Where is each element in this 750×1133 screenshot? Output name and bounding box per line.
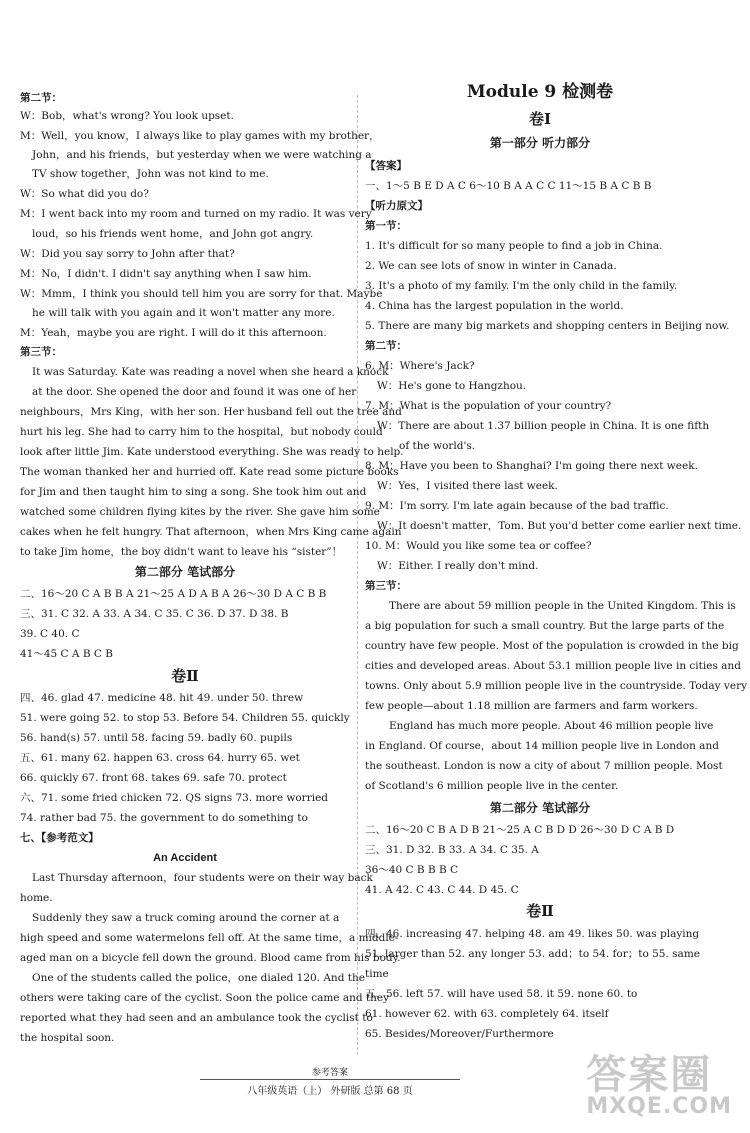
passage-line: for Jim and then taught him to sing a song. She took him out and: [20, 486, 367, 498]
dialogue-line: he will talk with you again and it won't matter any more.: [32, 307, 335, 319]
answer-line: 四、46. glad 47. medicine 48. hit 49. under 50. threw: [20, 692, 304, 704]
section-heading: 第三节：: [20, 346, 62, 358]
dialogue-line: W：Bob，what's wrong? You look upset.: [20, 110, 234, 122]
answer-line: 74. rather bad 75. the government to do something to: [20, 812, 308, 824]
script-line: 5. There are many big markets and shopping centers in Beijing now.: [365, 320, 730, 332]
passage-line: watched some children flying kites by the river. She gave him some: [20, 506, 380, 518]
passage-line: of Scotland's 6 million people live in the center.: [365, 780, 619, 792]
volume-heading: 卷Ⅰ: [528, 110, 552, 128]
answer-line: 65. Besides/Moreover/Furthermore: [365, 1028, 554, 1040]
dialogue-line: 6. M：Where's Jack?: [365, 360, 475, 372]
script-line: 3. It's a photo of my family. I'm the only child in the family.: [365, 280, 678, 292]
dialogue-line: W：It doesn't matter，Tom. But you'd better come earlier next time.: [377, 520, 742, 532]
answer-line: time: [365, 968, 389, 980]
dialogue-line: John，and his friends，but yesterday when we were watching a: [32, 149, 372, 161]
essay-line: Suddenly they saw a truck coming around the corner at a: [32, 912, 340, 924]
dialogue-line: M：Well，you know，I always like to play games with my brother，: [20, 130, 380, 142]
section-heading: 第一节：: [365, 220, 407, 232]
dialogue-line: W：Yes，I visited there last week.: [377, 480, 558, 492]
section-heading: 第三节：: [365, 580, 407, 592]
answer-line: 二、16～20 C A B B A 21～25 A D A B A 26～30 D A C B B: [20, 588, 327, 600]
passage-line: cakes when he felt hungry. That afternoon，when Mrs King came again: [20, 526, 402, 538]
essay-line: the hospital soon.: [20, 1032, 115, 1044]
essay-line: high speed and some watermelons fell off. At the same time，a middle-: [20, 932, 399, 944]
script-line: 4. China has the largest population in the world.: [365, 300, 624, 312]
answer-heading: 【答案】: [365, 160, 407, 172]
watermark-top: 答案圈: [586, 1052, 713, 1098]
passage-line: The woman thanked her and hurried off. Kate read some picture books: [20, 466, 399, 478]
passage-line: to take Jim home，the boy didn't want to leave his “sister”！: [20, 546, 343, 558]
answer-line: 七、【参考范文】: [20, 832, 99, 844]
answer-line: 66. quickly 67. front 68. takes 69. safe 70. protect: [20, 772, 287, 784]
passage-line: at the door. She opened the door and found it was one of her: [32, 386, 357, 398]
answer-line: 61. however 62. with 63. completely 64. itself: [365, 1008, 609, 1020]
passage-line: towns. Only about 5.9 million people live in the countryside. Today very: [365, 680, 748, 692]
dialogue-line: M：No，I didn't. I didn't say anything when I saw him.: [20, 268, 312, 280]
footer-page-info: 八年级英语（上） 外研版 总第 68 页: [247, 1086, 413, 1097]
passage-line: in England. Of course，about 14 million people live in London and: [365, 740, 719, 752]
dialogue-line: W：Mmm，I think you should tell him you are sorry for that. Maybe: [20, 288, 383, 300]
section-heading: 第二节：: [365, 340, 407, 352]
dialogue-line: M：I went back into my room and turned on my radio. It was very: [20, 208, 372, 220]
dialogue-line: M：Yeah，maybe you are right. I will do it this afternoon.: [20, 327, 327, 339]
answer-line: 五、61. many 62. happen 63. cross 64. hurry 65. wet: [20, 752, 300, 764]
passage-line: hurt his leg. She had to carry him to the hospital，but nobody could: [20, 426, 383, 438]
passage-line: country have few people. Most of the population is crowded in the big: [365, 640, 739, 652]
script-line: 2. We can see lots of snow in winter in Canada.: [365, 260, 617, 272]
answer-line: 56. hand(s) 57. until 58. facing 59. badly 60. pupils: [20, 732, 293, 744]
dialogue-line: TV show together，John was not kind to me.: [32, 168, 269, 180]
watermark-logo: [586, 1043, 732, 1119]
essay-line: others were taking care of the cyclist. Soon the police came and they: [20, 992, 390, 1004]
dialogue-line: loud，so his friends went home，and John got angry.: [32, 228, 314, 240]
dialogue-line: 8. M：Have you been to Shanghai? I'm going there next week.: [365, 460, 698, 472]
passage-line: There are about 59 million people in the United Kingdom. This is: [389, 600, 736, 612]
passage-line: the southeast. London is now a city of about 7 million people. Most: [365, 760, 723, 772]
dialogue-line: W：So what did you do?: [20, 188, 149, 200]
part-heading: 第一部分 听力部分: [489, 136, 591, 150]
answer-line: 二、16～20 C B A D B 21～25 A C B D D 26～30 D C A B D: [365, 824, 675, 836]
part-heading: 第二部分 笔试部分: [489, 801, 591, 815]
script-line: 1. It's difficult for so many people to find a job in China.: [365, 240, 663, 252]
essay-line: aged man on a bicycle fell down the ground. Blood came from his body.: [20, 952, 401, 964]
essay-line: reported what they had seen and an ambulance took the cyclist to: [20, 1012, 373, 1024]
script-heading: 【听力原文】: [365, 200, 428, 212]
answer-line: 41～45 C A B C B: [20, 648, 113, 660]
dialogue-line: 10. M：Would you like some tea or coffee?: [365, 540, 592, 552]
essay-title: An Accident: [153, 852, 217, 864]
answer-line: 三、31. D 32. B 33. A 34. C 35. A: [365, 844, 539, 856]
essay-line: Last Thursday afternoon，four students were on their way back: [32, 872, 373, 884]
answer-line: 36～40 C B B B C: [365, 864, 459, 876]
footer-title: 参考答案: [311, 1068, 348, 1078]
passage-line: few people—about 1.18 million are farmers and farm workers.: [365, 700, 698, 712]
answer-line: 51. were going 52. to stop 53. Before 54. Children 55. quickly: [20, 712, 350, 724]
watermark-bottom: MXQE.COM: [586, 1094, 732, 1119]
answer-line: 51. larger than 52. any longer 53. add；to 54. for；to 55. same: [365, 948, 700, 960]
passage-line: cities and developed areas. About 53.1 million people live in cities and: [365, 660, 741, 672]
answer-line: 五、56. left 57. will have used 58. it 59. none 60. to: [365, 988, 638, 1000]
passage-line: England has much more people. About 46 million people live: [389, 720, 714, 732]
page-footer: [200, 1065, 550, 1097]
answer-line: 四、46. increasing 47. helping 48. am 49. likes 50. was playing: [365, 928, 700, 940]
dialogue-line: W：Either. I really don't mind.: [377, 560, 539, 572]
passage-line: It was Saturday. Kate was reading a novel when she heard a knock: [32, 366, 389, 378]
section-heading: 第二节：: [20, 92, 62, 104]
passage-line: a big population for such a small country. But the large parts of the: [365, 620, 725, 632]
passage-line: neighbours，Mrs King，with her son. Her husband fell out the tree and: [20, 406, 402, 418]
essay-line: home.: [20, 892, 53, 904]
answer-line: 41. A 42. C 43. C 44. D 45. C: [365, 884, 519, 896]
passage-line: look after little Jim. Kate understood everything. She was ready to help.: [20, 446, 404, 458]
answer-line: 一、1～5 B E D A C 6～10 B A A C C 11～15 B A C B B: [365, 180, 652, 192]
answer-line: 三、31. C 32. A 33. A 34. C 35. C 36. D 37. D 38. B: [20, 608, 289, 620]
dialogue-line: 9. M：I'm sorry. I'm late again because of the bad traffic.: [365, 500, 669, 512]
volume-heading: 卷Ⅱ: [526, 902, 554, 920]
dialogue-line: W：He's gone to Hangzhou.: [377, 380, 527, 392]
dialogue-line: W：There are about 1.37 billion people in China. It is one fifth: [377, 420, 710, 432]
dialogue-line: of the world's.: [399, 440, 476, 452]
part-heading: 第二部分 笔试部分: [134, 565, 236, 579]
column-divider: [357, 95, 358, 1055]
volume-heading: 卷Ⅱ: [171, 667, 199, 685]
footer-rule: [200, 1079, 460, 1080]
answer-line: 39. C 40. C: [20, 628, 80, 640]
dialogue-line: W：Did you say sorry to John after that?: [20, 248, 235, 260]
dialogue-line: 7. M：What is the population of your country?: [365, 400, 612, 412]
answer-line: 六、71. some fried chicken 72. QS signs 73. more worried: [20, 792, 329, 804]
essay-line: One of the students called the police，one dialed 120. And the: [32, 972, 365, 984]
module-title: Module 9 检测卷: [466, 82, 614, 102]
